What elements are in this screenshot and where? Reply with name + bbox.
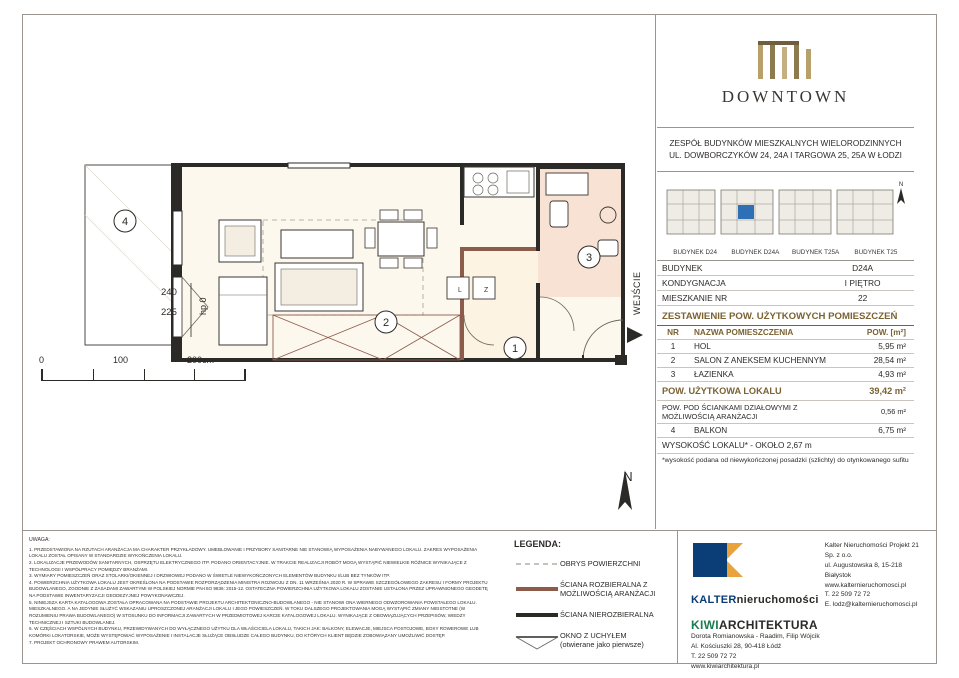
svg-text:3: 3 bbox=[585, 252, 593, 264]
table-header-row bbox=[657, 326, 914, 340]
info-value-unit: 22 bbox=[811, 290, 914, 305]
hp-label: hp 0 bbox=[198, 297, 208, 315]
kalter-line: E. lodz@kalternieruchomosci.pl bbox=[824, 601, 918, 609]
kalter-line: T. 22 509 72 72 bbox=[824, 591, 871, 599]
legend-item-tilt-window bbox=[514, 631, 673, 650]
scale-tick-100: 100 bbox=[113, 355, 129, 365]
total-value: 39,42 m² bbox=[843, 381, 914, 400]
info-value-floor: I PIĘTRO bbox=[811, 275, 914, 290]
note-item: 4. POWIERZCHNIA UŻYTKOWA LOKALU JEST OKREŚLONA NA PODSTAWIE ROZPORZĄDZENIA MINISTRA ROZWOJU Z DN. 11 WRZEŚNIA 2020 R. W SPRAWIE SZCZEGÓŁOWEGO ZAKRESU I FORMY PROJEKTU BUDOWLANEGO, ZGODNIE Z ZASADAMI ZAWARTYMI W POLSKIEJ NORMIE PN-ISO 9836: 2015-12. OSTATECZNA POWIERZCHNIA UŻYTKOWA LOKALU ZOSTANIE USTALONA PRZEZ UPRAWNIONEGO GEODETĘ NA PODSTAWIE INWENTARYZACJI GEODEZYJNEJ POWYKONAWCZEJ. bbox=[29, 579, 488, 599]
project-title: DOWNTOWN bbox=[721, 87, 850, 106]
notes-title: UWAGA: bbox=[29, 537, 50, 543]
dimension-240: 240 bbox=[161, 287, 177, 298]
kiwi-name-left: KIWI bbox=[691, 618, 719, 633]
kalter-name bbox=[691, 594, 819, 606]
kalter-name-right: nieruchomości bbox=[736, 594, 819, 606]
room-area: 4,93 m² bbox=[843, 367, 914, 381]
areas-section-title: ZESTAWIENIE POW. UŻYTKOWYCH POMIESZCZEŃ bbox=[657, 306, 914, 326]
kiwi-line: T. 22 509 72 72 bbox=[691, 653, 737, 661]
building-label-1: BUDYNEK D24A bbox=[731, 248, 780, 256]
svg-text:2: 2 bbox=[382, 317, 390, 329]
legend-label: ŚCIANA ROZBIERALNA Z MOŻLIWOŚCIĄ ARANŻACJI bbox=[560, 580, 656, 599]
room-name: ŁAZIENKA bbox=[689, 367, 843, 381]
svg-text:4: 4 bbox=[121, 216, 129, 228]
table-row bbox=[657, 261, 914, 276]
table-row bbox=[657, 367, 914, 381]
balcony-area: 6,75 m² bbox=[843, 424, 914, 438]
svg-text:N: N bbox=[898, 181, 904, 188]
downtown-mark-icon bbox=[750, 35, 822, 81]
dimension-225: 225 bbox=[161, 307, 177, 318]
removable-wall-icon bbox=[514, 582, 560, 596]
room-name: SALON Z ANEKSEM KUCHENNYM bbox=[689, 353, 843, 367]
solid-wall-icon bbox=[514, 608, 560, 622]
project-address bbox=[657, 128, 914, 172]
key-plan-diagram bbox=[663, 180, 908, 242]
info-label-floor: KONDYGNACJA bbox=[657, 275, 811, 290]
kiwi-contact bbox=[691, 632, 928, 672]
table-row bbox=[657, 290, 914, 305]
unit-info-table bbox=[657, 261, 914, 306]
kalter-row bbox=[691, 541, 928, 610]
legend-title: LEGENDA: bbox=[514, 539, 561, 549]
table-row bbox=[657, 275, 914, 290]
dashed-line-icon bbox=[514, 557, 560, 571]
room-nr: 2 bbox=[657, 353, 689, 367]
kiwi-name bbox=[691, 618, 928, 632]
room-name: HOL bbox=[689, 339, 843, 353]
partition-area-row bbox=[657, 400, 914, 424]
legend-note: (otwierane jako pierwsze) bbox=[560, 639, 644, 649]
entrance-label: WEJŚCIE bbox=[632, 271, 642, 315]
legend-label: OBRYS POWIERZCHNI bbox=[560, 559, 641, 569]
info-label-unit: MIESZKANIE NR bbox=[657, 290, 811, 305]
north-label: N bbox=[623, 469, 633, 484]
room-nr: 1 bbox=[657, 339, 689, 353]
room-area: 28,54 m² bbox=[843, 353, 914, 367]
legend-block bbox=[510, 531, 678, 663]
balcony-name: BALKON bbox=[689, 424, 843, 438]
total-label: POW. UŻYTKOWA LOKALU bbox=[657, 381, 843, 400]
kiwi-line: Dorota Romianowska - Raadim, Filip Wójcik bbox=[691, 633, 820, 641]
table-row bbox=[657, 353, 914, 367]
notes-block bbox=[23, 531, 503, 663]
north-arrow bbox=[601, 467, 655, 484]
legend-item-outline bbox=[514, 557, 673, 571]
building-label-0: BUDYNEK D24 bbox=[673, 248, 717, 256]
info-value-building: D24A bbox=[811, 261, 914, 276]
kalter-logo bbox=[691, 541, 819, 606]
project-logo bbox=[657, 15, 914, 128]
building-label-3: BUDYNEK T25 bbox=[854, 248, 898, 256]
table-row bbox=[657, 424, 914, 438]
kalter-line: www.kalternieruchomosci.pl bbox=[824, 581, 907, 589]
building-label-2: BUDYNEK T25A bbox=[792, 248, 840, 256]
svg-text:1: 1 bbox=[511, 343, 519, 355]
svg-text:L: L bbox=[458, 287, 462, 294]
address-line-2: UL. DOWBORCZYKÓW 24, 24A I TARGOWA 25, 25A W ŁODZI bbox=[669, 151, 902, 161]
kalter-name-left: KALTER bbox=[691, 594, 737, 606]
svg-text:Z: Z bbox=[484, 287, 489, 294]
kiwi-line: Al. Kościuszki 28, 90-418 Łódź bbox=[691, 643, 782, 651]
table-row bbox=[657, 339, 914, 353]
legend-item-solid-wall bbox=[514, 608, 673, 622]
note-item: 6. W CZĘŚCIACH WSPÓLNYCH BUDYNKU, PRZEWIDYWANYCH DO WYŁĄCZNEGO UŻYTKU DLA WŁAŚCICIELA LOKALU, TAKICH JAK: BALKONY, ELEWACJE, MIEJSCA POSTOJOWE, BOXY ROWEROWE LUB KOMÓRKI LOKATORSKIE, MOŻE WYSTĘPOWAĆ WYPOSAŻENIE I INSTALACJE SŁUŻĄCE OBSŁUDZE CAŁEGO BUDYNKU, DO KTÓRYCH KLIENT BĘDZIE ZOBOWIĄZANY UMOŻLIWIĆ DOSTĘP. bbox=[29, 626, 479, 639]
partition-value: 0,56 m² bbox=[843, 400, 914, 424]
kalter-contact bbox=[819, 541, 928, 610]
key-plan bbox=[657, 172, 914, 261]
col-header-name: NAZWA POMIESZCZENIA bbox=[689, 326, 843, 340]
note-item: 1. PRZEDSTAWIONA NA RZUTACH ARANŻACJA MA CHARAKTER PRZYKŁADOWY. UMEBLOWANIE I PRZYBORY SANITARNE NIE STANOWIĄ WYPOSAŻENIA NABYWANEGO LOKALU. ZAKRES WYPOSAŻENIA LOKALU ZOSTAŁ OPISANY W STANDARDZIE WYKOŃCZENIA LOKALU. bbox=[29, 546, 477, 559]
room-areas-table bbox=[657, 326, 914, 439]
room-nr: 3 bbox=[657, 367, 689, 381]
company-block bbox=[683, 531, 936, 670]
col-header-area: POW. [m²] bbox=[843, 326, 914, 340]
total-row bbox=[657, 381, 914, 400]
key-plan-building-labels bbox=[663, 247, 908, 256]
plan-drawing bbox=[23, 15, 655, 529]
tilt-window-icon bbox=[514, 633, 560, 647]
kiwi-line: www.kiwiarchitektura.pl bbox=[691, 662, 760, 670]
partition-label: POW. POD ŚCIANKAMI DZIAŁOWYMI Z MOŻLIWOŚCIĄ ARANŻACJI bbox=[657, 400, 843, 424]
scale-bar bbox=[41, 355, 246, 381]
info-panel bbox=[657, 15, 914, 529]
room-area: 5,95 m² bbox=[843, 339, 914, 353]
kalter-line: Kalter Nieruchomości Projekt 21 Sp. z o.o. bbox=[824, 542, 919, 559]
note-item: 5. NINIEJSZA KARTA KATALOGOWA ZOSTAŁA OPRACOWANA NA PODSTAWIE PROJEKTU ARCHITEKTONICZNO-BUDOWLANEGO - NIE STANOWI ONA WIERNEGO ODWZOROWANIA POWSTAŁEGO LOKALU. MIESZKALNEGO. A NA JEDYNIE SŁUŻYĆ WSKAZANIU UPROSZCZONEJ ARANŻACJI LOKALU I JEGO POWIESZCZEŃ. W TOKU DALSZEGO PROJEKTOWANIA MOGĄ WYSTĄPIĆ ZMIANY NIEISTOTNE (W ROZUMIENIU PRAWA BUDOWLANEGO) W STOSUNKU DO INFORMACJI ZAWARTYCH W PRZEDMIOTOWEJ KARCIE KATALOGOWEJ LOKALU. WYNIKAJĄCE Z OBOWIĄZUJĄCYCH PRZEPISÓW, WIEDZY TECHNICZNEJ I SZTUKI BUDOWLANEJ. bbox=[29, 599, 477, 625]
legend-label: OKNO Z UCHYŁEM bbox=[560, 630, 627, 640]
ceiling-height: WYSOKOŚĆ LOKALU* - OKOŁO 2,67 m bbox=[657, 438, 914, 454]
kalter-line: ul. Augustowska 8, 15-218 Białystok bbox=[824, 561, 903, 579]
info-label-building: BUDYNEK bbox=[657, 261, 811, 276]
balcony-nr: 4 bbox=[657, 424, 689, 438]
col-header-nr: NR bbox=[657, 326, 689, 340]
note-item: 3. WYMIARY POMIESZCZEŃ ORAZ STOLARKI/OKIENNEJ I DRZWIOWEJ PODANO W ŚWIETLE NIEWYKOŃCZONYCH ELEMENTÓW BUDYNKU I/LUB BEZ TYNKÓW ITP. bbox=[29, 573, 390, 579]
plan-area bbox=[23, 15, 656, 529]
kiwi-name-right: ARCHITEKTURA bbox=[718, 618, 818, 633]
note-item: 7. PROJEKT OCHRONOWY PRAWEM AUTORSKIM. bbox=[29, 639, 140, 645]
scale-tick-200: 200cm bbox=[187, 355, 215, 365]
sheet-footer bbox=[23, 530, 936, 670]
address-line-1: ZESPÓŁ BUDYNKÓW MIESZKALNYCH WIELORODZINNYCH bbox=[669, 139, 902, 148]
scale-tick-0: 0 bbox=[39, 355, 45, 365]
legend-label: ŚCIANA NIEROZBIERALNA bbox=[560, 609, 654, 619]
legend-item-removable-wall bbox=[514, 580, 673, 599]
kiwi-row bbox=[691, 618, 928, 672]
note-item: 2. LOKALIZACJE PRZEWODÓW SANITARNYCH, OSPRZĘTU ELEKTRYCZNEGO ITP. PODANO ORIENTACYJNIE. W TRAKCIE REALIZACJI ROBÓT MOGĄ WYSTĄPIĆ NIEWIELKIE RÓŻNICE WYNIKAJĄCE Z TECHNOLOGII I WSPÓŁPRACY POMIĘDZY BRANŻAMI. bbox=[29, 559, 467, 572]
height-footnote: *wysokość podana od niewykończonej posadzki (szlichty) do otynkowanego sufitu bbox=[662, 457, 909, 465]
